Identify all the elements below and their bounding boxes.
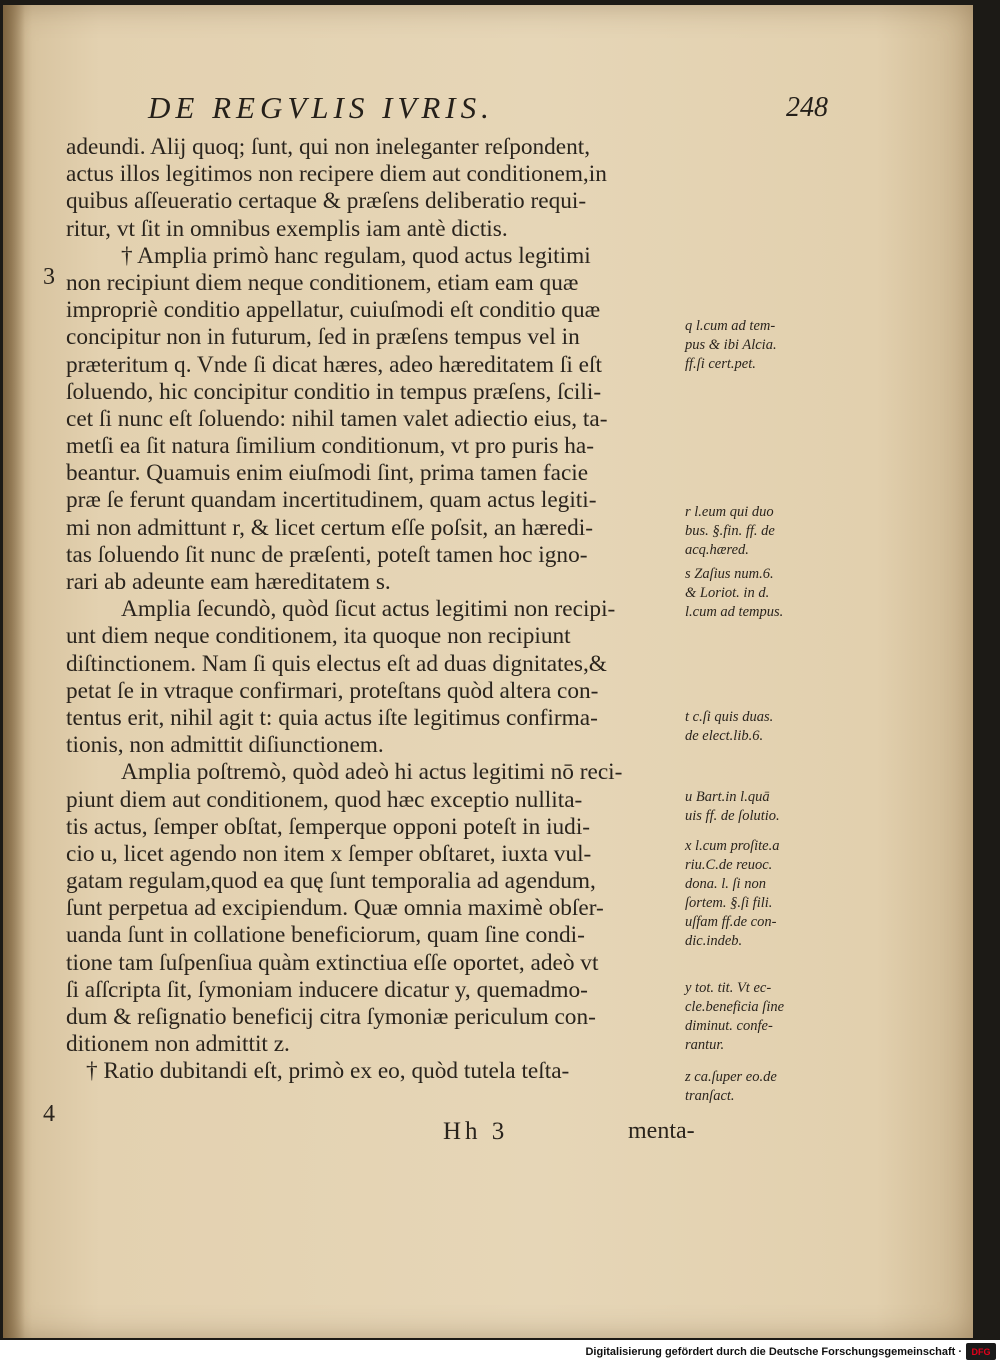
margin-number: 4 — [43, 1101, 55, 1127]
text-line: rari ab adeunte eam hæreditatem s. — [66, 569, 391, 595]
side-note-y — [685, 979, 850, 1055]
side-note-line: diminut. confe- — [685, 1018, 773, 1034]
text-line: tentus erit, nihil agit t: quia actus iſte legitimus confirma- — [66, 704, 598, 731]
text-line: tis actus, ſemper obſtat, ſemperque opponi poteſt in iudi- — [66, 813, 591, 840]
text-line: præteritum q. Vnde ſi dicat hæres, adeo hæreditatem ſi eſt — [66, 351, 602, 378]
side-note-r — [685, 503, 850, 560]
side-note-line: uis ff. de ſolutio. — [685, 808, 780, 824]
side-note-line: dic.indeb. — [685, 933, 743, 949]
signature-mark: Hh 3 — [443, 1118, 509, 1145]
side-note-z — [685, 1068, 850, 1106]
side-note-line: cle.beneficia ſine — [685, 999, 785, 1015]
text-line: ſi aſſcripta ſit, ſymoniam inducere dicatur y, quemadmo- — [66, 976, 588, 1003]
side-note-line: riu.C.de reuoc. — [685, 857, 773, 873]
catchword: menta- — [628, 1118, 695, 1144]
text-line: impropriè conditio appellatur, cuiuſmodi eſt conditio quæ — [66, 297, 601, 324]
text-line: diſtinctionem. Nam ſi quis electus eſt ad duas dignitates,& — [66, 650, 607, 677]
side-note-line: x l.cum proſite.a — [685, 838, 780, 854]
text-line: uanda ſunt in collatione beneficiorum, quam ſine condi- — [66, 922, 585, 949]
text-line: cet ſi nunc eſt ſoluendo: nihil tamen valet adiectio eius, ta- — [66, 405, 608, 432]
side-note-line: uſfam ff.de con- — [685, 914, 777, 930]
text-line: mi non admittunt r, & licet certum eſſe poſsit, an hæredi- — [66, 514, 594, 541]
text-line: adeundi. Alij quoq; ſunt, qui non ineleganter reſpondent, — [66, 134, 591, 160]
text-line: tionis, non admittit diſiunctionem. — [66, 732, 384, 759]
running-title: DE REGVLIS IVRIS. — [148, 90, 494, 125]
text-line: ſoluendo, hic concipitur conditio in tempus præſens, ſcili- — [66, 378, 602, 405]
side-note-line: rantur. — [685, 1037, 725, 1053]
margin-number: 3 — [43, 264, 55, 290]
text-line: dum & reſignatio beneficij citra ſymoniæ periculum con- — [66, 1004, 596, 1030]
text-line: metſi ea ſit natura ſimilium conditionum, vt pro puris ha- — [66, 433, 594, 460]
text-line: unt diem neque conditionem, ita quoque non recipiunt — [66, 623, 571, 650]
side-note-line: y tot. tit. Vt ec- — [685, 980, 772, 996]
text-line: non recipiunt diem neque conditionem, etiam eam quæ — [66, 269, 579, 296]
side-note-line: tranſact. — [685, 1088, 735, 1104]
side-note-line: de elect.lib.6. — [685, 728, 764, 744]
page-number: 248 — [786, 92, 828, 123]
dfg-logo-icon — [966, 1343, 996, 1360]
text-line: quibus aſſeueratio certaque & præſens deliberatio requi- — [66, 188, 587, 215]
funding-credit: Digitalisierung gefördert durch die Deutsche Forschungsgemeinschaft · — [585, 1346, 962, 1358]
text-line: præ ſe ferunt quandam incertitudinem, quam actus legiti- — [66, 487, 597, 514]
text-line: † Ratio dubitandi eſt, primò ex eo, quòd tutela teſta- — [86, 1058, 570, 1085]
text-line: beantur. Quamuis enim eiuſmodi ſint, prima tamen facie — [66, 460, 589, 487]
side-note-line: s Zaſius num.6. — [685, 566, 774, 582]
text-line: tas ſoluendo ſit nunc de præſenti, poteſt tamen hoc igno- — [66, 541, 588, 568]
text-line: piunt diem aut conditionem, quod hæc exceptio nullita- — [66, 786, 583, 813]
side-note-line: l.cum ad tempus. — [685, 604, 784, 620]
text-line: ritur, vt ſit in omnibus exemplis iam antè dictis. — [66, 215, 508, 242]
text-line: tione tam ſuſpenſiua quàm extinctiua eſſe oportet, adeò vt — [66, 949, 599, 976]
footer-bar — [0, 1340, 1000, 1365]
text-line: Amplia ſecundò, quòd ſicut actus legitimi non recipi- — [121, 596, 616, 623]
text-line: ditionem non admittit z. — [66, 1031, 290, 1058]
side-note-line: u Bart.in l.quā — [685, 789, 770, 805]
side-note-line: z ca.ſuper eo.de — [685, 1069, 777, 1085]
text-line: concipitur non in futurum, ſed in præſens tempus vel in — [66, 324, 580, 351]
book-page — [3, 5, 973, 1338]
text-line: petat ſe in vtraque confirmari, proteſtans quòd altera con- — [66, 677, 599, 704]
main-text-column — [66, 134, 691, 1086]
dfg-logo-text: DFG — [971, 1346, 991, 1357]
side-note-s — [685, 565, 850, 622]
side-note-line: & Loriot. in d. — [685, 585, 770, 601]
side-note-x — [685, 837, 850, 951]
side-note-line: dona. l. ſi non — [685, 876, 766, 892]
side-note-t — [685, 708, 850, 746]
side-note-q — [685, 317, 850, 374]
text-line: actus illos legitimos non recipere diem aut conditionem,in — [66, 161, 607, 188]
text-line: † Amplia primò hanc regulam, quod actus legitimi — [121, 242, 591, 269]
side-note-line: r l.eum qui duo — [685, 504, 774, 520]
side-note-line: pus & ibi Alcia. — [685, 337, 777, 353]
text-line: gatam regulam,quod ea quę ſunt temporalia ad agendum, — [66, 868, 596, 895]
side-note-line: ſortem. §.ſi fili. — [685, 895, 773, 911]
running-head — [148, 90, 838, 130]
side-note-line: t c.ſi quis duas. — [685, 709, 774, 725]
text-line: ſunt perpetua ad excipiendum. Quæ omnia maximè obſer- — [66, 895, 604, 922]
side-note-line: q l.cum ad tem- — [685, 318, 776, 334]
text-line: cio u, licet agendo non item x ſemper obſtaret, iuxta vul- — [66, 840, 592, 867]
side-note-u — [685, 788, 850, 826]
side-note-line: bus. §.fin. ff. de — [685, 523, 775, 539]
text-line: Amplia poſtremò, quòd adeò hi actus legitimi nō reci- — [121, 759, 623, 786]
side-note-line: ff.ſi cert.pet. — [685, 356, 756, 372]
side-note-line: acq.hæred. — [685, 542, 749, 558]
